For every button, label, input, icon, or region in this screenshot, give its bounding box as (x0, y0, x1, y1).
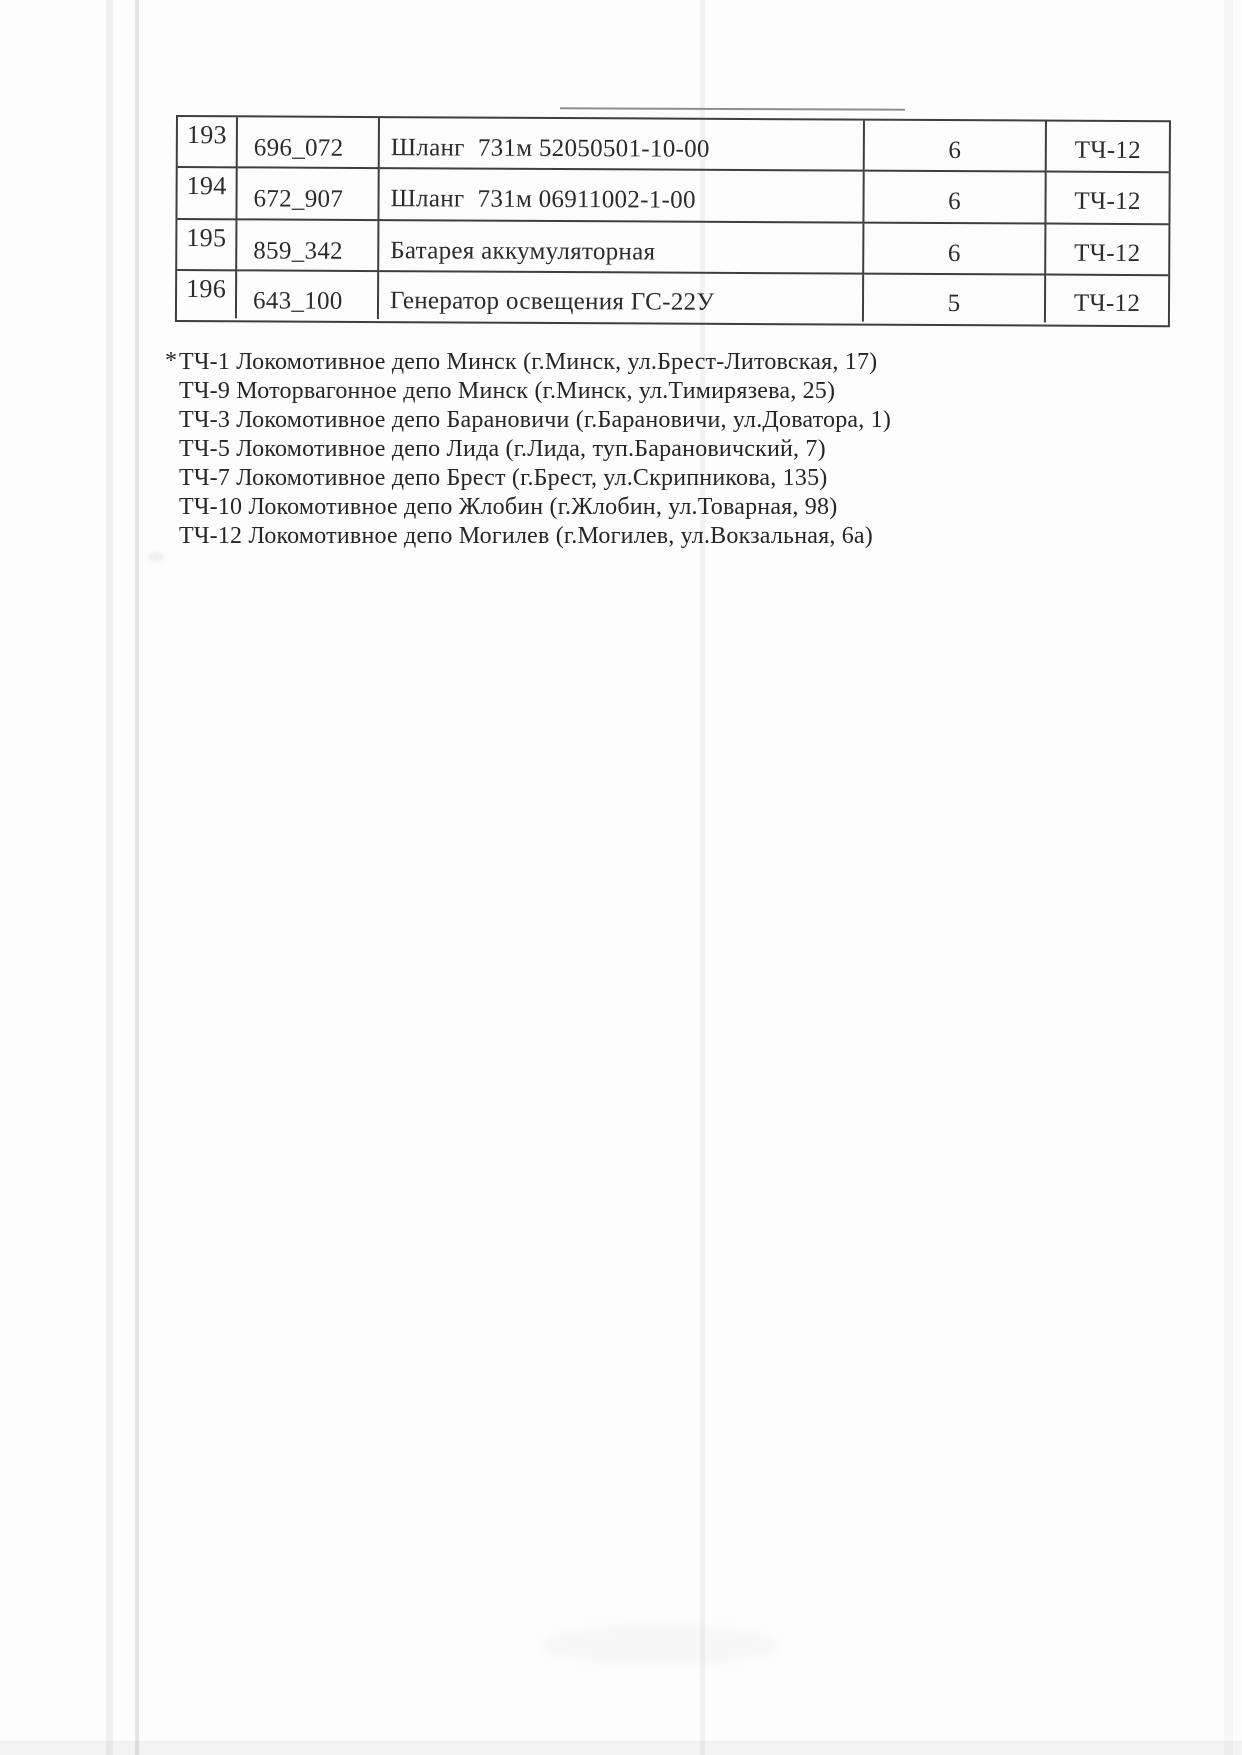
scan-bottom-shading (0, 1741, 1242, 1755)
depot-footnotes (165, 348, 959, 551)
footnote-asterisk: * (165, 348, 178, 374)
scan-smudge (540, 1625, 780, 1665)
inventory-table-grid (177, 117, 1169, 323)
footnote-line (179, 377, 959, 406)
footnote-line (179, 406, 959, 435)
scan-doubled-border-artifact (560, 107, 905, 111)
cell-description: Шланг 731м 52050501-10-00 (380, 118, 865, 172)
cell-description: Генератор освещения ГС-22У (379, 272, 864, 322)
footnote-line (179, 522, 959, 551)
footnote-line (165, 348, 959, 377)
scan-edge-line-inner (135, 0, 139, 1755)
footnote-text: ТЧ-9 Моторвагонное депо Минск (г.Минск, ул.Тимирязева, 25) (179, 378, 836, 404)
scan-right-streak (1224, 0, 1233, 1755)
cell-code: 672_907 (237, 168, 379, 221)
cell-description: Шланг 731м 06911002-1-00 (379, 169, 864, 224)
footnote-text: ТЧ-5 Локомотивное депо Лида (г.Лида, туп.Барановичский, 7) (179, 436, 826, 462)
cell-row-number: 193 (178, 117, 238, 168)
footnote-text: ТЧ-10 Локомотивное депо Жлобин (г.Жлобин, ул.Товарная, 98) (179, 494, 838, 520)
footnote-text: ТЧ-1 Локомотивное депо Минск (г.Минск, ул.Брест-Литовская, 17) (179, 349, 878, 375)
cell-row-number: 196 (177, 271, 237, 318)
footnote-text: ТЧ-3 Локомотивное депо Барановичи (г.Барановичи, ул.Доватора, 1) (179, 407, 892, 433)
cell-quantity: 6 (864, 224, 1046, 276)
footnote-text: ТЧ-7 Локомотивное депо Брест (г.Брест, ул.Скрипникова, 135) (179, 465, 828, 491)
cell-depot: ТЧ-12 (1047, 122, 1169, 174)
scan-smudge (148, 552, 164, 562)
cell-code: 859_342 (237, 220, 379, 272)
cell-row-number: 195 (177, 220, 237, 271)
scan-edge-line-left (106, 0, 113, 1755)
footnote-text: ТЧ-12 Локомотивное депо Могилев (г.Могилев, ул.Вокзальная, 6а) (179, 523, 873, 549)
cell-depot: ТЧ-12 (1073, 289, 1141, 317)
footnote-line (179, 464, 959, 493)
cell-code: 643_100 (237, 271, 379, 319)
cell-row-number: 194 (177, 168, 237, 220)
cell-quantity: 5 (864, 275, 1046, 323)
cell-depot: ТЧ-12 (1046, 225, 1168, 277)
cell-code: 696_072 (238, 117, 380, 169)
cell-quantity: 6 (864, 172, 1046, 225)
footnote-line (179, 493, 959, 522)
inventory-table (175, 115, 1171, 327)
cell-quantity: 6 (865, 121, 1047, 173)
cell-description: Батарея аккумуляторная (379, 221, 864, 275)
footnote-line (179, 435, 959, 464)
cell-depot: ТЧ-12 (1046, 173, 1168, 226)
